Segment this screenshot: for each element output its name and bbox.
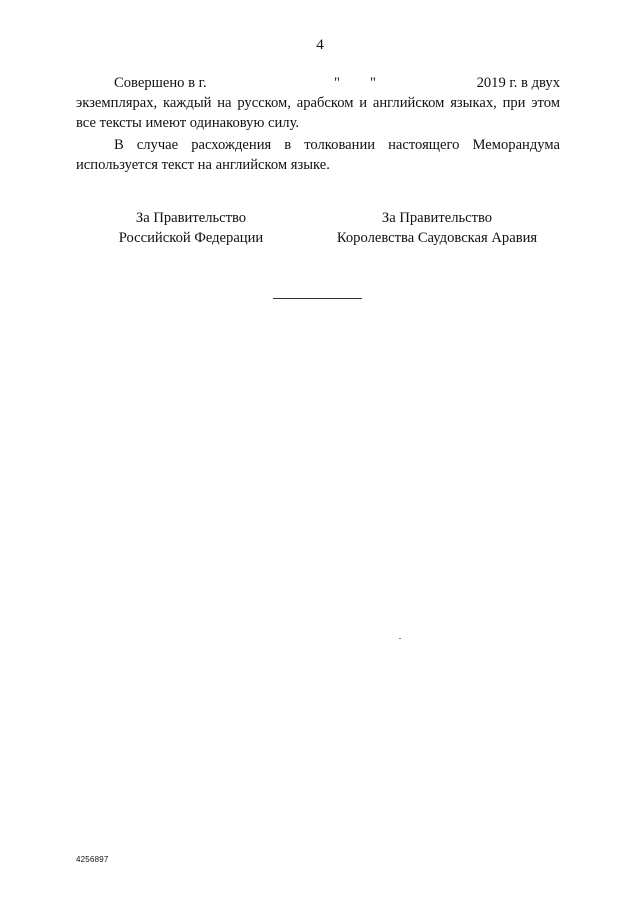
- signature-block-russia: [100, 208, 282, 248]
- paragraph-discrepancy: [76, 135, 560, 175]
- execution-place-text: Совершено в г.: [114, 75, 207, 91]
- discrepancy-line-2: используется текст на английском языке.: [76, 157, 330, 173]
- signature-saudi-line-2: Королевства Саудовская Аравия: [336, 230, 538, 246]
- page-number: 4: [316, 37, 324, 53]
- execution-first-line: [76, 73, 560, 93]
- execution-line-2: экземплярах, каждый на русском, арабском и английском языках, при этом: [76, 95, 560, 111]
- end-divider: [273, 298, 362, 299]
- date-quote-close: ": [370, 75, 376, 91]
- signature-russia-line-1: За Правительство: [135, 210, 247, 226]
- scan-speck: [399, 638, 401, 639]
- signature-saudi-line-1: За Правительство: [381, 210, 493, 226]
- paragraph-execution: [76, 73, 560, 133]
- execution-line-3: все тексты имеют одинаковую силу.: [76, 115, 300, 131]
- discrepancy-line-1: В случае расхождения в толковании настоящего Меморандума: [114, 137, 560, 153]
- document-code: 4256897: [76, 855, 109, 864]
- execution-year-text: 2019 г. в двух: [476, 75, 560, 91]
- signature-russia-line-2: Российской Федерации: [118, 230, 264, 246]
- date-quote-open: ": [334, 75, 340, 91]
- signature-block-saudi-arabia: [322, 208, 552, 248]
